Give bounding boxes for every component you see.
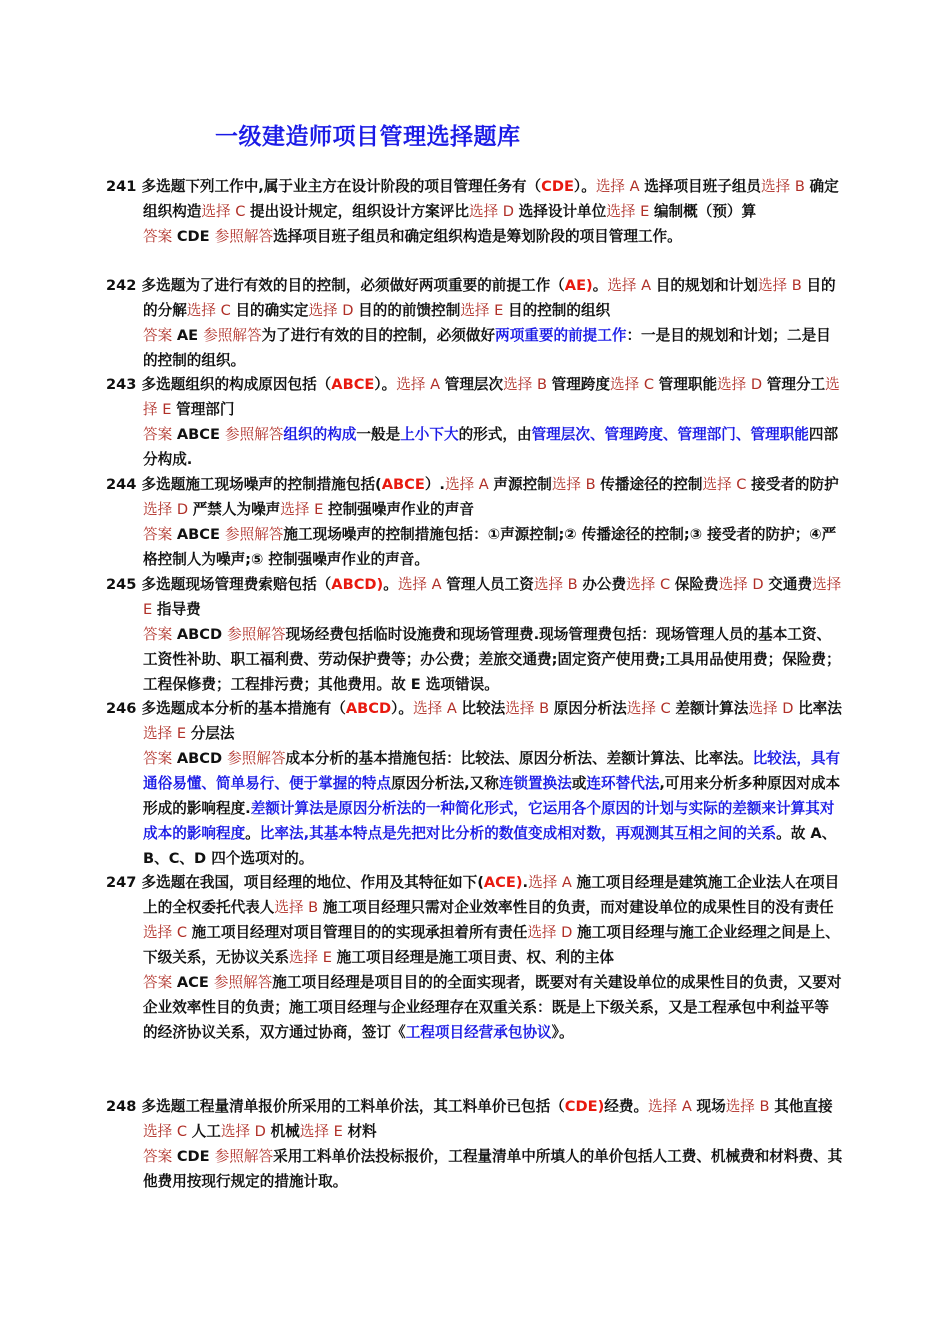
question-number: 245: [106, 576, 142, 593]
question-text: 管理分工: [766, 376, 826, 393]
answer-label: 参照解答: [225, 526, 284, 543]
option-marker: 选择 E: [288, 949, 337, 966]
question-text: 或: [571, 775, 587, 792]
option-marker: 选择 A: [397, 576, 447, 593]
answer-label: 参照解答: [203, 327, 262, 344]
question-item: [106, 572, 843, 697]
highlighted-text: 差额计算法是原因分析法的一种简化形式，它运用各个原因的计划与实际的差额来计算其对成本的影响程度: [143, 800, 835, 842]
option-marker: 选择 E: [280, 501, 328, 518]
question-number: 241: [106, 178, 142, 195]
question-text: 保险费: [674, 576, 719, 593]
question-text: ：一是目的规划和计划；二是目的控制的组织。: [143, 327, 831, 369]
question-text: 目的的分解: [143, 277, 836, 319]
option-marker: 选择 B: [551, 476, 601, 493]
question-number: 244: [106, 476, 142, 493]
answer-body: [143, 323, 843, 373]
question-text: 选择项目班子组员: [644, 178, 762, 195]
answer-label: 参照解答: [213, 974, 273, 991]
option-marker: 选择 B: [533, 576, 583, 593]
option-marker: 选择 A: [595, 178, 645, 195]
question-text: 目的控制的组织: [508, 302, 611, 319]
option-marker: 选择 E: [299, 1123, 348, 1140]
question-text: 多选题在我国，项目经理的地位、作用及其特征如下(: [141, 874, 484, 891]
option-marker: 选择 C: [626, 700, 676, 717]
question-text: 原因分析法: [553, 700, 627, 717]
page-title: 一级建造师项目管理选择题库: [215, 124, 521, 150]
answer-key: CDE: [541, 178, 574, 195]
question-text: 接受者的防护: [751, 476, 839, 493]
question-text: 管理职能: [658, 376, 718, 393]
question-item: [106, 870, 843, 1045]
answer-label: 答案: [143, 228, 177, 245]
question-text: ABCD: [176, 626, 228, 643]
answer-key: ABCE: [331, 376, 375, 393]
question-text: ABCE: [176, 526, 226, 543]
question-text: 多选题成本分析的基本措施有（: [141, 700, 346, 717]
question-text: 施工项目经理是项目目的的全面实现者，既要对有关建设单位的成果性目的负责，又要对企业效率性目的负责；施工项目经理与企业经理存在双重关系：既是上下级关系，又是工程承包中利益平等的经济协议关系，双方通过协商，签订《: [143, 974, 842, 1041]
question-text: 的形式，由: [458, 426, 532, 443]
option-marker: 选择 B: [274, 899, 323, 916]
answer-key: ABCD: [345, 700, 392, 717]
answer-label: 答案: [143, 426, 177, 443]
question-text: 采用工料单价法投标报价，工程量清单中所填人的单价包括人工费、机械费和材料费、其他费用按现行规定的措施计取。: [143, 1148, 843, 1190]
highlighted-text: 管理层次、管理跨度、管理部门、管理职能: [531, 426, 809, 443]
question-text: CDE: [176, 1148, 215, 1165]
answer-key: AE): [564, 277, 593, 294]
question-item: [106, 174, 843, 249]
question-text: 。: [383, 576, 398, 593]
question-text: 交通费: [768, 576, 813, 593]
question-body: [106, 372, 843, 422]
answer-label: 答案: [143, 327, 177, 344]
option-marker: 选择 D: [468, 203, 519, 220]
question-text: ABCD: [176, 750, 228, 767]
option-marker: 选择 D: [718, 576, 769, 593]
option-marker: 选择 D: [748, 700, 799, 717]
answer-label: 答案: [143, 526, 177, 543]
question-text: 管理人员工资: [446, 576, 534, 593]
question-text: CDE: [176, 228, 215, 245]
question-text: 控制强噪声作业的声音: [327, 501, 474, 518]
question-text: 目的的前馈控制: [358, 302, 461, 319]
question-text: 现场经费包括临时设施费和现场管理费.现场管理费包括：现场管理人员的基本工资、工资性补助、职工福利费、劳动保护费等；办公费；差旅交通费;固定资产使用费;工具用品使用费；保险费；工程保修费；工程排污费；其他费用。故 E 选项错误。: [143, 626, 841, 693]
option-marker: 选择 E: [143, 376, 840, 418]
question-item: [106, 372, 843, 472]
question-body: [106, 696, 843, 746]
question-text: 确定组织构造: [143, 178, 839, 220]
question-text: 多选题为了进行有效的目的控制，必须做好两项重要的前提工作（: [141, 277, 565, 294]
answer-body: [143, 622, 843, 697]
highlighted-text: 连锁置换法: [498, 775, 572, 792]
highlighted-text: 比率法,其基本特点是先把对比分析的数值变成相对数，再观测其互相之间的关系: [259, 825, 777, 842]
highlighted-text: 上小下大: [400, 426, 459, 443]
question-text: 材料: [347, 1123, 377, 1140]
answer-label: 参照解答: [214, 228, 274, 245]
question-text: 比率法: [798, 700, 842, 717]
question-text: 。: [245, 825, 260, 842]
option-marker: 选择 E: [460, 302, 508, 319]
answer-body: [143, 522, 843, 572]
question-text: 四部分构成.: [143, 426, 839, 468]
option-marker: 选择 A: [444, 476, 494, 493]
question-text: 多选题现场管理费索赔包括（: [141, 576, 332, 593]
question-text: 办公费: [582, 576, 627, 593]
question-body: [106, 1094, 843, 1144]
answer-label: 答案: [143, 1148, 177, 1165]
question-text: 编制概（预）算: [653, 203, 757, 220]
question-text: 一般是: [356, 426, 401, 443]
question-body: [106, 472, 843, 522]
option-marker: 选择 D: [717, 376, 767, 393]
question-text: 多选题组织的构成原因包括（: [141, 376, 332, 393]
option-marker: 选择 C: [143, 924, 192, 941]
answer-label: 参照解答: [227, 626, 286, 643]
option-marker: 选择 C: [610, 376, 659, 393]
question-number: 247: [106, 874, 142, 891]
answer-body: [143, 746, 843, 871]
question-text: 施工项目经理对项目管理目的的实现承担着所有责任: [191, 924, 528, 941]
answer-body: [143, 970, 843, 1045]
answer-label: 答案: [143, 974, 177, 991]
answer-key: ABCD): [331, 576, 384, 593]
option-marker: 选择 A: [396, 376, 445, 393]
question-text: 机械: [270, 1123, 300, 1140]
highlighted-text: 连环替代法: [586, 775, 660, 792]
question-item: [106, 696, 843, 871]
answer-label: 答案: [143, 750, 177, 767]
option-marker: 选择 D: [308, 302, 359, 319]
question-text: ,可用来分析多种原因对成本形成的影响程度.: [143, 775, 841, 817]
question-text: 声源控制: [493, 476, 552, 493]
question-text: .: [522, 874, 529, 891]
question-text: ACE: [176, 974, 214, 991]
question-item: [106, 472, 843, 572]
option-marker: 选择 B: [505, 700, 554, 717]
question-text: 。: [592, 277, 608, 294]
question-text: 管理部门: [176, 401, 235, 418]
question-number: 242: [106, 277, 142, 294]
question-text: 传播途径的控制: [600, 476, 703, 493]
question-item: [106, 273, 843, 373]
question-number: 243: [106, 376, 142, 393]
question-body: [106, 572, 843, 622]
option-marker: 选择 D: [527, 924, 578, 941]
question-text: 经费。: [604, 1098, 649, 1115]
option-marker: 选择 A: [528, 874, 577, 891]
question-number: 248: [106, 1098, 142, 1115]
highlighted-text: 比较法，具有通俗易懂、简单易行、便于掌握的特点: [143, 750, 841, 792]
question-text: 分层法: [190, 725, 235, 742]
question-text: ABCE: [176, 426, 226, 443]
option-marker: 选择 B: [725, 1098, 775, 1115]
question-text: 多选题工程量清单报价所采用的工料单价法，其工料单价已包括（: [141, 1098, 565, 1115]
option-marker: 选择 D: [220, 1123, 271, 1140]
question-text: 施工项目经理是施工项目责、权、利的主体: [336, 949, 614, 966]
highlighted-text: 工程项目经营承包协议: [405, 1024, 552, 1041]
question-text: ）。: [573, 178, 596, 195]
question-text: 严禁人为噪声: [192, 501, 281, 518]
option-marker: 选择 E: [606, 203, 654, 220]
option-marker: 选择 A: [413, 700, 462, 717]
question-text: 为了进行有效的目的控制，必须做好: [261, 327, 496, 344]
question-text: 人工: [191, 1123, 221, 1140]
answer-label: 参照解答: [214, 1148, 274, 1165]
question-text: AE: [176, 327, 204, 344]
question-text: 》。: [551, 1024, 574, 1041]
option-marker: 选择 A: [648, 1098, 697, 1115]
question-text: 多选题下列工作中,属于业主方在设计阶段的项目管理任务有（: [141, 178, 542, 195]
question-text: 选择设计单位: [518, 203, 607, 220]
question-text: 目的规划和计划: [655, 277, 758, 294]
option-marker: 选择 C: [626, 576, 675, 593]
question-text: 管理跨度: [551, 376, 610, 393]
option-marker: 选择 C: [186, 302, 236, 319]
question-text: 目的确实定: [235, 302, 309, 319]
question-text: ）.: [424, 476, 445, 493]
question-text: 选择项目班子组员和确定组织构造是筹划阶段的项目管理工作。: [273, 228, 682, 245]
highlighted-text: 组织的构成: [283, 426, 357, 443]
answer-key: CDE): [564, 1098, 605, 1115]
question-text: 施工项目经理与施工企业经理之间是上、下级关系，无协议关系: [143, 924, 840, 966]
question-text: 施工项目经理只需对企业效率性目的负责，而对建设单位的成果性目的没有责任: [322, 899, 834, 916]
question-text: 多选题施工现场噪声的控制措施包括(: [141, 476, 382, 493]
option-marker: 选择 A: [607, 277, 656, 294]
question-text: 提出设计规定，组织设计方案评比: [250, 203, 469, 220]
question-body: [106, 174, 843, 224]
question-item: [106, 1094, 843, 1194]
question-body: [106, 870, 843, 970]
answer-body: [143, 422, 843, 472]
question-text: 差额计算法: [675, 700, 749, 717]
question-text: 管理层次: [444, 376, 504, 393]
answer-body: [143, 1144, 843, 1194]
answer-label: 答案: [143, 626, 177, 643]
answer-body: [143, 224, 843, 249]
question-text: 指导费: [156, 601, 201, 618]
question-text: 施工现场噪声的控制措施包括：①声源控制;② 传播途径的控制;③ 接受者的防护；④严格控制人为噪声;⑤ 控制强噪声作业的声音。: [143, 526, 837, 568]
option-marker: 选择 B: [761, 178, 810, 195]
answer-label: 参照解答: [225, 426, 284, 443]
question-text: 施工项目经理是建筑施工企业法人在项目上的全权委托代表人: [143, 874, 840, 916]
answer-key: ACE): [483, 874, 523, 891]
highlighted-text: 两项重要的前提工作: [495, 327, 627, 344]
option-marker: 选择 B: [757, 277, 807, 294]
question-text: 。故 A、B、C、D 四个选项对的。: [143, 825, 837, 867]
option-marker: 选择 C: [201, 203, 251, 220]
question-text: ）。: [391, 700, 414, 717]
question-text: 原因分析法,又称: [391, 775, 499, 792]
option-marker: 选择 E: [143, 576, 842, 618]
question-text: 其他直接: [774, 1098, 833, 1115]
option-marker: 选择 C: [702, 476, 752, 493]
question-body: [106, 273, 843, 323]
question-text: 成本分析的基本措施包括：比较法、原因分析法、差额计算法、比率法。: [285, 750, 753, 767]
option-marker: 选择 E: [143, 725, 191, 742]
option-marker: 选择 C: [143, 1123, 192, 1140]
question-text: ）。: [374, 376, 397, 393]
option-marker: 选择 B: [503, 376, 552, 393]
question-number: 246: [106, 700, 142, 717]
question-text: 现场: [696, 1098, 726, 1115]
question-text: 比较法: [461, 700, 506, 717]
answer-key: ABCE: [381, 476, 425, 493]
answer-label: 参照解答: [227, 750, 286, 767]
option-marker: 选择 D: [143, 501, 193, 518]
